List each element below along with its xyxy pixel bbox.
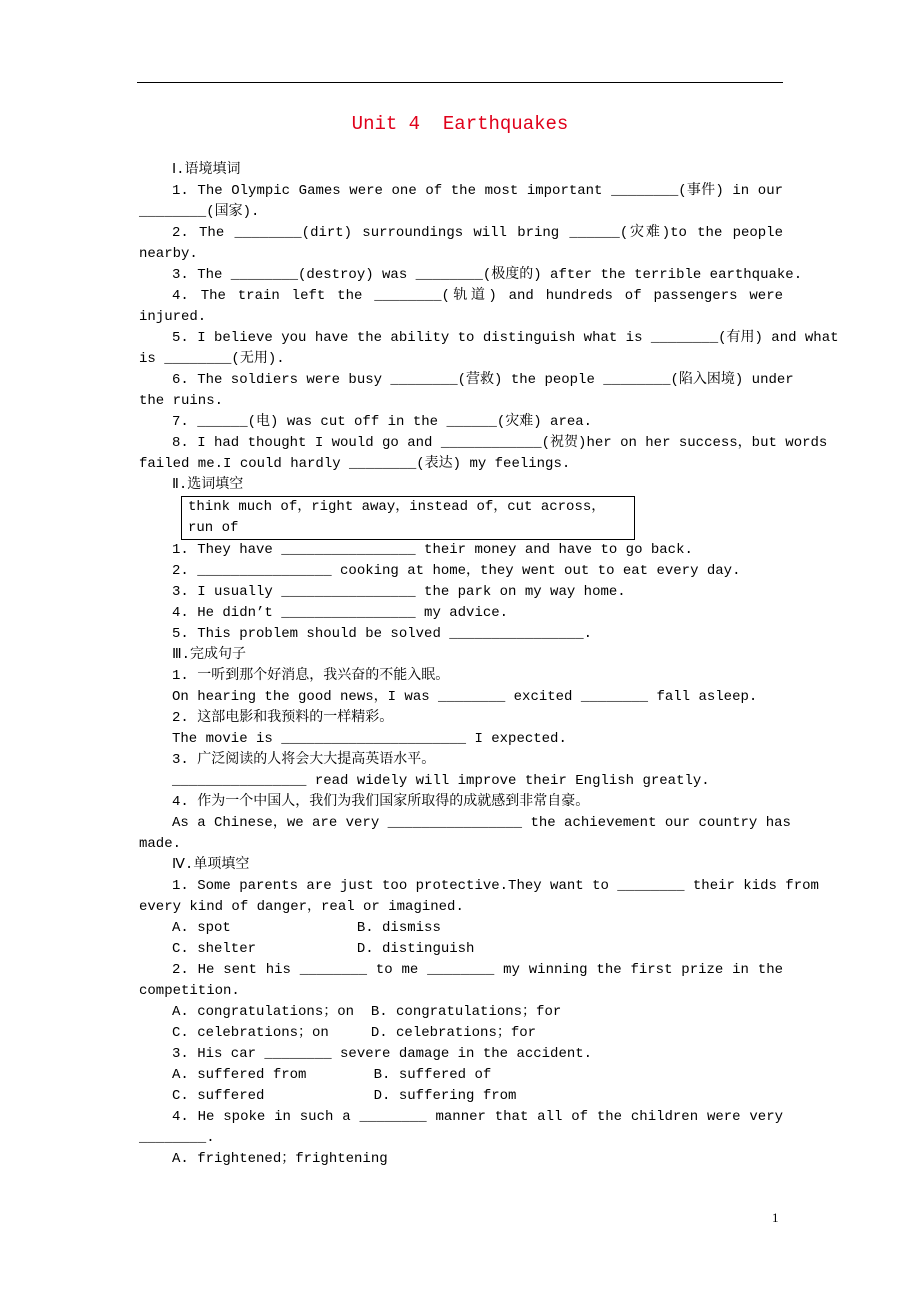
exercise-line: ________________ read widely will improve their English greatly.: [172, 773, 710, 789]
exercise-line: The movie is ______________________ I expected.: [172, 731, 567, 747]
exercise-line: every kind of danger，real or imagined.: [139, 899, 464, 915]
word-bank-text: think much of，right away，instead of，cut across，run of: [188, 499, 606, 536]
exercise-line: failed me.I could hardly ________(表达) my feelings.: [139, 456, 571, 472]
exercise-line: ________.: [139, 1130, 215, 1146]
exercise-line: 2. ________________ cooking at home，they went out to eat every day.: [172, 563, 741, 579]
option-line: A. suffered from B. suffered of: [172, 1067, 492, 1083]
exercise-line: 1. Some parents are just too protective.They want to ________ their kids from: [172, 878, 819, 894]
exercise-line: 2. The ________(dirt) surroundings will bring ______(灾难)to the people: [172, 225, 783, 241]
exercise-line: 6. The soldiers were busy ________(营救) the people ________(陷入困境) under: [172, 372, 794, 388]
exercise-line: 3. His car ________ severe damage in the accident.: [172, 1046, 593, 1062]
exercise-line: On hearing the good news，I was ________ excited ________ fall asleep.: [172, 689, 758, 705]
option-line: A. spot B. dismiss: [172, 920, 441, 936]
exercise-line: 3. 广泛阅读的人将会大大提高英语水平。: [172, 752, 436, 768]
word-bank-box: [181, 496, 635, 540]
exercise-line: 4. The train left the ________(轨道) and hundreds of passengers were: [172, 288, 783, 304]
section-heading: Ⅲ.完成句子: [172, 647, 247, 663]
exercise-line: 1. The Olympic Games were one of the most important ________(事件) in our: [172, 183, 783, 199]
exercise-line: 2. He sent his ________ to me ________ my winning the first prize in the: [172, 962, 783, 978]
exercise-line: 5. This problem should be solved ________________.: [172, 626, 593, 642]
exercise-line: As a Chinese，we are very ________________ the achievement our country has: [172, 815, 791, 831]
option-line: C. celebrations；on D. celebrations；for: [172, 1025, 537, 1041]
exercise-line: 8. I had thought I would go and ____________(祝贺)her on her success，but words: [172, 435, 828, 451]
exercise-line: 5. I believe you have the ability to distinguish what is ________(有用) and what: [172, 330, 839, 346]
page-title: Unit 4 Earthquakes: [351, 113, 569, 135]
page-number: 1: [772, 1210, 779, 1225]
exercise-line: 4. He didn’t ________________ my advice.: [172, 605, 509, 621]
exercise-line: 4. He spoke in such a ________ manner that all of the children were very: [172, 1109, 783, 1125]
exercise-line: ________(国家).: [139, 204, 260, 220]
exercise-content: [139, 160, 839, 1170]
exercise-line: 7. ______(电) was cut off in the ______(灾难) area.: [172, 414, 593, 430]
exercise-line: the ruins.: [139, 393, 224, 409]
exercise-line: made.: [139, 836, 182, 852]
header-rule: [137, 82, 783, 83]
section-heading: Ⅱ.选词填空: [172, 477, 244, 493]
option-line: A. frightened；frightening: [172, 1151, 388, 1167]
exercise-line: 4. 作为一个中国人，我们为我们国家所取得的成就感到非常自豪。: [172, 794, 590, 810]
section-heading: Ⅳ.单项填空: [172, 857, 250, 873]
option-line: C. suffered D. suffering from: [172, 1088, 517, 1104]
exercise-line: 1. 一听到那个好消息，我兴奋的不能入眠。: [172, 668, 450, 684]
exercise-line: 3. The ________(destroy) was ________(极度的) after the terrible earthquake.: [172, 267, 803, 283]
exercise-line: competition.: [139, 983, 240, 999]
exercise-line: injured.: [139, 309, 207, 325]
option-line: A. congratulations；on B. congratulations；for: [172, 1004, 562, 1020]
exercise-line: 1. They have ________________ their money and have to go back.: [172, 542, 693, 558]
option-line: C. shelter D. distinguish: [172, 941, 475, 957]
section-heading: Ⅰ.语境填词: [172, 162, 241, 178]
exercise-line: 3. I usually ________________ the park on my way home.: [172, 584, 626, 600]
exercise-line: nearby.: [139, 246, 198, 262]
exercise-line: is ________(无用).: [139, 351, 285, 367]
exercise-line: 2. 这部电影和我预料的一样精彩。: [172, 710, 394, 726]
